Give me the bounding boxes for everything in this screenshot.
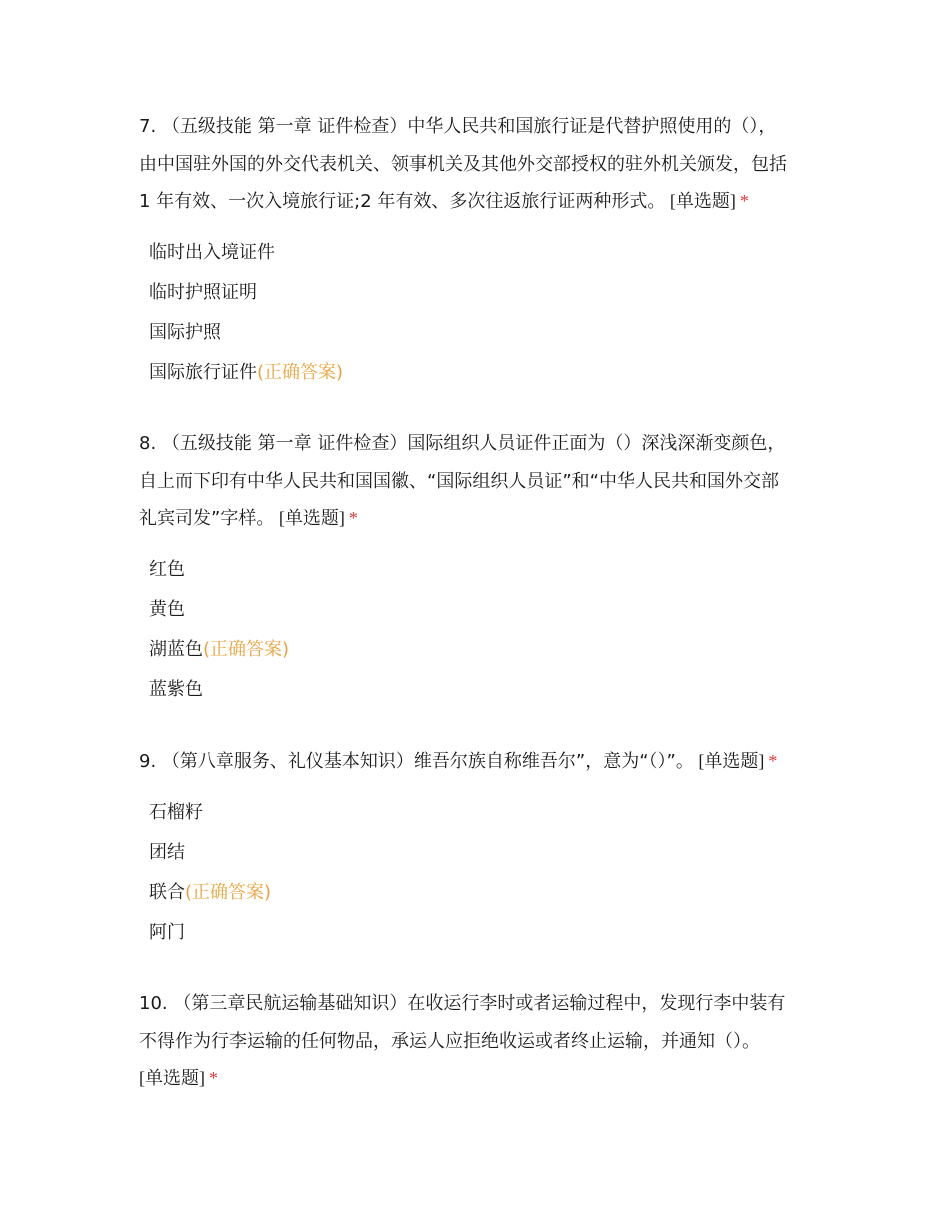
option[interactable]: 阿门: [149, 921, 185, 943]
question-type: [单选题]: [139, 1068, 205, 1088]
question-line: 由中国驻外国的外交代表机关、领事机关及其他外交部授权的驻外机关颁发，包括: [139, 153, 787, 175]
question-line: 不得作为行李运输的任何物品，承运人应拒绝收运或者终止运输，并通知（）。: [139, 1030, 760, 1052]
question-type: [单选题]: [278, 508, 345, 528]
question-line: 礼宾司发”字样。: [139, 508, 275, 529]
required-marker: *: [209, 1068, 218, 1088]
option[interactable]: 蓝紫色: [149, 678, 203, 700]
question-line: 8. （五级技能 第一章 证件检查）国际组织人员证件正面为（）深浅深渐变颜色，: [139, 433, 786, 454]
question-line: 9. （第八章服务、礼仪基本知识）维吾尔族自称维吾尔”，意为“（）”。: [139, 751, 694, 772]
question-text: [139, 743, 819, 781]
option[interactable]: 石榴籽: [149, 801, 203, 823]
question-line: 10. （第三章民航运输基础知识）在收运行李时或者运输过程中，发现行李中装有: [139, 993, 786, 1014]
option[interactable]: 临时护照证明: [149, 281, 257, 303]
option[interactable]: 国际护照: [149, 321, 221, 343]
question-text: [139, 108, 819, 221]
question-text: [139, 985, 819, 1098]
correct-answer-tag: (正确答案): [185, 881, 272, 903]
option[interactable]: 红色: [149, 558, 185, 580]
question-8: [139, 425, 819, 710]
correct-answer-tag: (正确答案): [257, 361, 344, 383]
option[interactable]: 团结: [149, 841, 185, 863]
required-marker: *: [768, 751, 778, 771]
option-list: [139, 233, 819, 393]
question-7: [139, 108, 819, 393]
question-line: 7. （五级技能 第一章 证件检查）中华人民共和国旅行证是代替护照使用的（），: [139, 116, 777, 137]
required-marker: *: [348, 508, 358, 528]
question-line: 自上而下印有中华人民共和国国徽、“国际组织人员证”和“中华人民共和国外交部: [139, 470, 779, 492]
question-10: [139, 985, 819, 1098]
option[interactable]: 黄色: [149, 598, 185, 620]
option-list: [139, 793, 819, 953]
question-text: [139, 425, 819, 538]
option-correct[interactable]: 国际旅行证件(正确答案): [149, 361, 344, 383]
option[interactable]: 临时出入境证件: [149, 241, 275, 263]
option-correct[interactable]: 联合(正确答案): [149, 881, 272, 903]
correct-answer-tag: (正确答案): [203, 638, 290, 660]
question-type: [单选题]: [698, 751, 765, 771]
question-9: [139, 743, 819, 953]
required-marker: *: [739, 191, 749, 211]
option-list: [139, 550, 819, 710]
question-line: 1 年有效、一次入境旅行证;2 年有效、多次往返旅行证两种形式。: [139, 191, 666, 212]
option-correct[interactable]: 湖蓝色(正确答案): [149, 638, 290, 660]
question-type: [单选题]: [669, 191, 736, 211]
